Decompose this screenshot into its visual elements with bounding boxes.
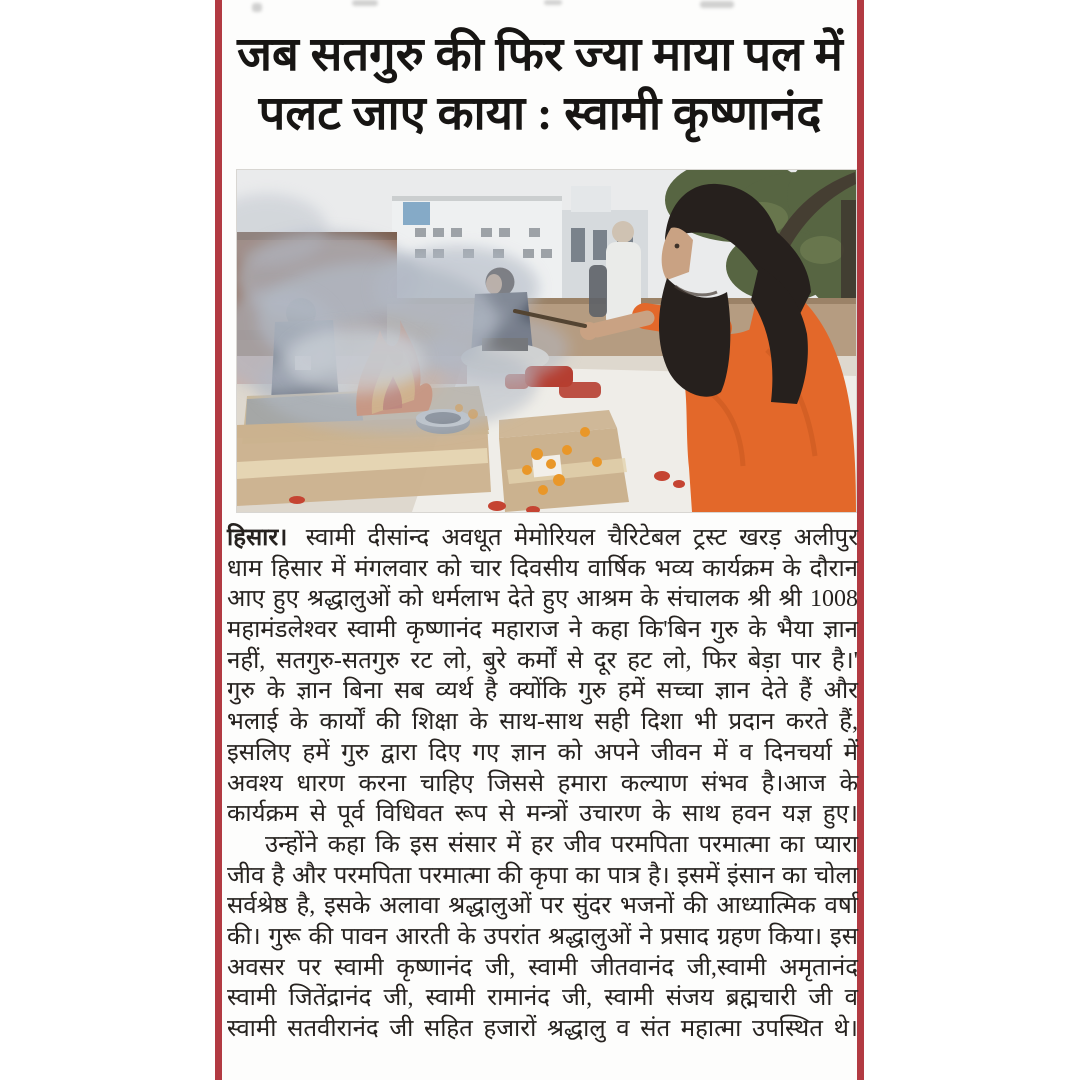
havan-ceremony-photo [237, 170, 856, 512]
scan-artifact [544, 0, 562, 5]
article-line: धाम हिसार में मंगलवार को चार दिवसीय वार्षिक भव्य कार्यक्रम के दौरान [227, 555, 858, 582]
clipping-right-border [857, 0, 864, 1080]
article-line: भलाई के कार्यों की शिक्षा के साथ-साथ सही दिशा भी प्रदान करते हैं, [227, 709, 858, 736]
photo-illustration [237, 170, 856, 512]
article-line-text: स्वामी दीसांन्द अवधूत मेमोरियल चैरिटेबल ट्रस्ट खरड़ अलीपुर [305, 525, 859, 551]
article-line: कार्यक्रम से पूर्व विधिवत रूप से मन्त्रों उचारण के साथ हवन यज्ञ हुए। [227, 801, 858, 828]
article-line: इसलिए हमें गुरु द्वारा दिए गए ज्ञान को अपने जीवन में व दिनचर्या में [227, 739, 858, 766]
scan-artifact [252, 3, 262, 12]
dateline: हिसार। [227, 525, 288, 551]
article-headline [225, 26, 855, 144]
article-line: अवसर पर स्वामी कृष्णानंद जी, स्वामी जीतवानंद जी,स्वामी अमृतानंद [227, 954, 858, 981]
article-body [227, 523, 858, 1045]
article-line [227, 523, 858, 554]
article-line: आए हुए श्रद्धालुओं को धर्मलाभ देते हुए आश्रम के संचालक श्री श्री 1008 [227, 586, 858, 613]
article-line-paragraph2-start: उन्होंने कहा कि इस संसार में हर जीव परमपिता परमात्मा का प्यारा [265, 831, 858, 858]
headline-line1: जब सतगुरु की फिर ज्या माया पल में [237, 29, 843, 81]
clipping-left-border [215, 0, 222, 1080]
scan-artifact [352, 0, 378, 6]
scan-haze [237, 170, 856, 512]
article-line: नहीं, सतगुरु-सतगुरु रट लो, बुरे कर्मों से दूर हट लो, फिर बेड़ा पार है।' [227, 647, 858, 674]
article-line: गुरु के ज्ञान बिना सब व्यर्थ है क्योंकि गुरु हमें सच्चा ज्ञान देते हैं और [227, 678, 858, 705]
article-line: सर्वश्रेष्ठ है, इसके अलावा श्रद्धालुओं पर सुंदर भजनों की आध्यात्मिक वर्षा [227, 893, 858, 920]
article-line: स्वामी जितेंद्रानंद जी, स्वामी रामानंद जी, स्वामी संजय ब्रह्मचारी जी व [227, 985, 858, 1012]
article-line: स्वामी सतवीरानंद जी सहित हजारों श्रद्धालु व संत महात्मा उपस्थित थे। [227, 1016, 858, 1042]
scan-artifact [700, 1, 734, 8]
article-line: महामंडलेश्वर स्वामी कृष्णानंद महाराज ने कहा कि'बिन गुरु के भैया ज्ञान [227, 617, 858, 644]
headline-line2: पलट जाए काया : स्वामी कृष्णानंद [258, 88, 822, 140]
article-line: की। गुरू की पावन आरती के उपरांत श्रद्धालुओं ने प्रसाद ग्रहण किया। इस [227, 923, 858, 950]
article-line: जीव है और परमपिता परमात्मा की कृपा का पात्र है। इसमें इंसान का चोला [227, 862, 858, 889]
article-line: अवश्य धारण करना चाहिए जिससे हमारा कल्याण संभव है।आज के [227, 770, 858, 797]
